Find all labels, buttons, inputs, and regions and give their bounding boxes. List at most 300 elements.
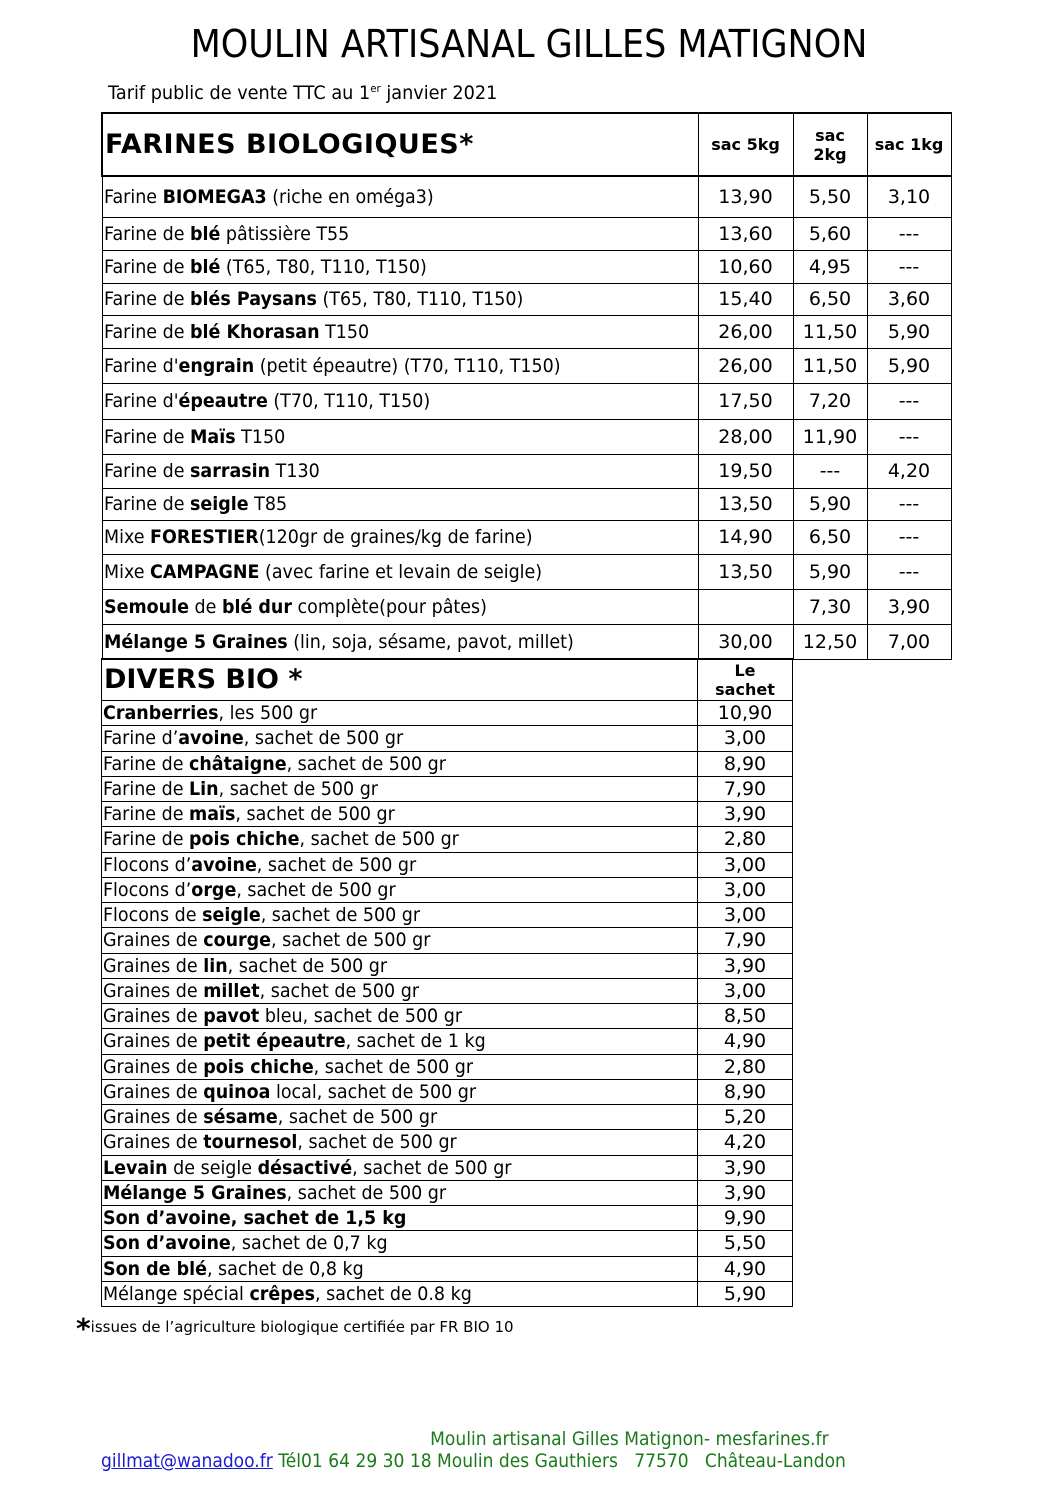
product-name-text: Graines de <box>103 1030 204 1053</box>
misc-row <box>102 928 793 953</box>
product-name <box>103 727 403 749</box>
misc-row <box>102 1206 793 1231</box>
product-name-bold: maïs <box>189 803 236 826</box>
price-sachet: 3,90 <box>698 953 793 978</box>
flour-row <box>102 624 951 659</box>
product-name-text: T130 <box>269 460 320 482</box>
product-name-bold: pois chiche <box>189 828 300 851</box>
flour-name-cell <box>102 419 698 454</box>
flour-name-cell <box>102 624 698 659</box>
price-sachet: 3,00 <box>698 852 793 877</box>
product-name <box>103 980 419 1002</box>
product-name <box>103 1232 388 1254</box>
product-name-text: (avec farine et levain de seigle) <box>258 560 542 583</box>
product-name-bold: petit épeautre <box>203 1030 346 1053</box>
column-header-sachet <box>698 659 793 701</box>
product-name-text: Graines de <box>103 954 204 977</box>
product-name-text: , sachet de 500 gr <box>277 1106 438 1129</box>
price-sachet: 3,00 <box>698 877 793 902</box>
product-name <box>103 1005 462 1027</box>
product-name-bold: Mélange 5 Graines <box>103 630 288 653</box>
misc-row <box>102 751 793 776</box>
column-header-2kg-text: sac 2kg <box>813 125 847 164</box>
misc-name-cell <box>102 1155 698 1180</box>
price-5kg: 13,90 <box>698 176 793 217</box>
product-name-text: , sachet de 500 gr <box>227 954 388 977</box>
product-name <box>104 526 533 548</box>
misc-name-cell <box>102 1105 698 1130</box>
price-sachet: 9,90 <box>698 1206 793 1231</box>
product-name-bold: seigle <box>189 493 249 515</box>
price-sachet: 3,90 <box>698 802 793 827</box>
product-name-bold: CAMPAGNE <box>149 560 259 583</box>
price-2kg: 7,20 <box>793 383 867 419</box>
product-name-bold: crêpes <box>249 1282 316 1305</box>
product-name-text: T150 <box>235 425 285 448</box>
price-sachet: 4,90 <box>698 1256 793 1281</box>
product-name-text: pâtissière T55 <box>219 222 349 245</box>
footnote <box>76 1312 514 1345</box>
product-name-text: Graines de <box>103 1106 204 1129</box>
price-1kg: 7,00 <box>867 624 951 659</box>
flour-row <box>102 554 951 589</box>
product-name-bold: pois chiche <box>203 1055 314 1078</box>
product-name-bold: engrain <box>178 354 254 377</box>
product-name <box>103 1081 476 1103</box>
product-name-text: , sachet de 500 gr <box>297 1131 457 1154</box>
product-name-text: , sachet de 500 gr <box>260 904 421 927</box>
price-1kg: 3,10 <box>867 176 951 217</box>
product-name-text: , sachet de 0,7 kg <box>230 1232 388 1255</box>
footnote-text: issues de l’agriculture biologique certifiée par FR BIO 10 <box>90 1318 514 1336</box>
product-name-bold: Son d’avoine <box>103 1232 231 1255</box>
price-sachet: 10,90 <box>698 701 793 726</box>
price-1kg: --- <box>867 520 951 554</box>
product-name-text: bleu, sachet de 500 gr <box>259 1005 463 1028</box>
product-name-bold: Levain <box>103 1156 168 1179</box>
product-name-text: T150 <box>319 320 369 343</box>
price-2kg: 5,90 <box>793 488 867 520</box>
tariff-date-suffix: janvier 2021 <box>380 82 498 104</box>
product-name-bold: épeautre <box>178 390 268 412</box>
price-2kg: 7,30 <box>793 589 867 624</box>
product-name-text: T85 <box>248 493 287 515</box>
product-name <box>103 904 420 926</box>
product-name-text: , sachet de 500 gr <box>218 777 378 800</box>
product-name <box>103 1258 364 1280</box>
price-5kg: 13,60 <box>698 217 793 250</box>
misc-row <box>102 1180 793 1205</box>
price-1kg: 3,90 <box>867 589 951 624</box>
organic-flours-table <box>101 112 952 660</box>
product-name-bold: désactivé <box>257 1156 353 1179</box>
product-name <box>104 390 430 412</box>
price-sachet: 8,90 <box>698 751 793 776</box>
product-name <box>104 288 523 310</box>
product-name-bold: quinoa <box>203 1080 271 1103</box>
price-5kg: 13,50 <box>698 488 793 520</box>
misc-row <box>102 701 793 726</box>
column-header-sachet-text: Le sachet <box>715 660 775 699</box>
price-sachet: 7,90 <box>698 776 793 801</box>
column-header-1kg: sac 1kg <box>867 113 951 176</box>
product-name-text: Mixe <box>103 526 150 548</box>
product-name-text: Flocons d’ <box>103 853 192 876</box>
misc-name-cell <box>102 903 698 928</box>
misc-name-cell <box>102 928 698 953</box>
product-name-text: , sachet de 500 gr <box>286 752 446 775</box>
price-2kg: --- <box>793 454 867 488</box>
product-name-bold: Son d’avoine, sachet de 1,5 kg <box>103 1207 407 1230</box>
product-name-text: Farine de <box>103 222 190 245</box>
product-name-text: Mélange spécial <box>103 1282 250 1305</box>
product-name <box>103 753 446 775</box>
product-name <box>103 778 378 800</box>
price-sachet: 4,20 <box>698 1130 793 1155</box>
product-name-text: (T65, T80, T110, T150) <box>219 255 427 278</box>
organic-flours-section-title: FARINES BIOLOGIQUES* <box>102 113 698 176</box>
flour-name-cell <box>102 454 698 488</box>
misc-row <box>102 978 793 1003</box>
misc-name-cell <box>102 1079 698 1104</box>
product-name-text: , sachet de 500 gr <box>313 1055 474 1078</box>
footnote-star: * <box>76 1312 91 1345</box>
product-name-text: local, sachet de 500 gr <box>270 1080 477 1103</box>
flour-name-cell <box>102 217 698 250</box>
product-name-bold: avoine <box>191 853 257 876</box>
product-name-text: Farine de <box>103 288 190 310</box>
product-name-bold: Lin <box>189 777 219 800</box>
price-5kg: 15,40 <box>698 283 793 315</box>
product-name-text: , sachet de 500 gr <box>299 828 459 851</box>
product-name-bold: blés Paysans <box>189 288 317 310</box>
misc-row <box>102 1079 793 1104</box>
product-name <box>103 1283 472 1305</box>
flour-name-cell <box>102 348 698 383</box>
product-name-text: Farine de <box>103 425 190 448</box>
product-name-text: , sachet de 0,8 kg <box>206 1257 364 1280</box>
product-name-text: , sachet de 500 gr <box>235 803 395 826</box>
price-1kg: --- <box>867 217 951 250</box>
flour-row <box>102 217 951 250</box>
flour-row <box>102 315 951 348</box>
product-name-text: , sachet de 500 gr <box>243 727 404 750</box>
misc-name-cell <box>102 751 698 776</box>
product-name <box>104 460 320 482</box>
misc-name-cell <box>102 1180 698 1205</box>
product-name-text: , sachet de 500 gr <box>236 878 396 901</box>
price-5kg: 26,00 <box>698 315 793 348</box>
price-5kg: 30,00 <box>698 624 793 659</box>
misc-name-cell <box>102 877 698 902</box>
product-name-text: (120gr de graines/kg de farine) <box>258 526 533 548</box>
product-name <box>103 828 459 850</box>
price-1kg: --- <box>867 383 951 419</box>
price-2kg: 11,50 <box>793 315 867 348</box>
organic-flours-header-row <box>102 113 951 176</box>
product-name <box>103 702 317 724</box>
product-name-bold: avoine <box>178 727 244 750</box>
price-sachet: 3,90 <box>698 1180 793 1205</box>
misc-row <box>102 1029 793 1054</box>
product-name-text: Flocons d’ <box>103 878 192 901</box>
product-name-bold: millet <box>203 979 260 1002</box>
flour-name-cell <box>102 488 698 520</box>
product-name-bold: Semoule <box>103 595 189 618</box>
price-sachet: 4,90 <box>698 1029 793 1054</box>
price-1kg: 4,20 <box>867 454 951 488</box>
product-name-bold: blé <box>189 222 220 245</box>
misc-row <box>102 776 793 801</box>
tariff-date-sup: er <box>370 82 381 95</box>
product-name-text: Farine de <box>103 777 190 800</box>
email-link[interactable]: gillmat@wanadoo.fr <box>101 1450 273 1472</box>
product-name-bold: seigle <box>202 904 261 927</box>
misc-name-cell <box>102 1206 698 1231</box>
product-name <box>103 955 387 977</box>
price-sachet: 7,90 <box>698 928 793 953</box>
product-name-text: (riche en oméga3) <box>266 185 434 208</box>
misc-name-cell <box>102 1029 698 1054</box>
page-title: MOULIN ARTISANAL GILLES MATIGNON <box>190 22 868 66</box>
product-name-text: Farine de <box>103 493 190 515</box>
footer-company-text: Moulin artisanal Gilles Matignon- mesfarines.fr <box>429 1428 829 1450</box>
flour-row <box>102 488 951 520</box>
flour-row <box>102 383 951 419</box>
product-name <box>104 493 287 515</box>
product-name <box>104 321 369 343</box>
product-name-text: Farine <box>103 185 163 208</box>
flour-name-cell <box>102 283 698 315</box>
tariff-date-prefix: Tarif public de vente TTC au 1 <box>108 82 371 104</box>
product-name-text: Farine d' <box>103 354 179 377</box>
product-name-text: , sachet de 500 gr <box>286 1181 447 1204</box>
product-name-text: Graines de <box>103 1080 204 1103</box>
price-2kg: 5,60 <box>793 217 867 250</box>
misc-row <box>102 1054 793 1079</box>
misc-name-cell <box>102 1281 698 1306</box>
misc-name-cell <box>102 776 698 801</box>
product-name <box>103 803 395 825</box>
product-name <box>104 256 427 278</box>
price-2kg: 5,50 <box>793 176 867 217</box>
misc-row <box>102 827 793 852</box>
product-name-text: complète(pour pâtes) <box>291 595 487 618</box>
product-name-text: (petit épeautre) (T70, T110, T150) <box>253 354 561 377</box>
price-5kg: 13,50 <box>698 554 793 589</box>
product-name <box>103 1207 406 1229</box>
footer-contact-text: Tél01 64 29 30 18 Moulin des Gauthiers 77570 Château-Landon <box>272 1450 846 1472</box>
product-name-text: , les 500 gr <box>218 702 318 725</box>
misc-name-cell <box>102 1004 698 1029</box>
price-5kg: 10,60 <box>698 250 793 283</box>
product-name <box>104 596 487 618</box>
price-2kg: 11,50 <box>793 348 867 383</box>
product-name-text: Farine de <box>103 828 190 851</box>
misc-row <box>102 1281 793 1306</box>
product-name-text: Graines de <box>103 979 204 1002</box>
misc-row <box>102 1105 793 1130</box>
product-name-bold: blé <box>189 255 220 278</box>
product-name-text: Farine d' <box>103 390 179 412</box>
product-name-bold: blé dur <box>221 595 292 618</box>
price-2kg: 11,90 <box>793 419 867 454</box>
flour-row <box>102 348 951 383</box>
product-name <box>103 1030 486 1052</box>
misc-organic-header-row <box>102 659 793 701</box>
product-name-bold: sarrasin <box>189 460 270 482</box>
price-1kg: --- <box>867 488 951 520</box>
product-name <box>103 1131 457 1153</box>
product-name-bold: sésame <box>203 1106 278 1129</box>
price-sachet: 5,50 <box>698 1231 793 1256</box>
flour-name-cell <box>102 315 698 348</box>
price-5kg: 28,00 <box>698 419 793 454</box>
price-1kg: --- <box>867 554 951 589</box>
flour-name-cell <box>102 554 698 589</box>
product-name-text: Graines de <box>103 929 204 952</box>
product-name-bold: châtaigne <box>189 752 287 775</box>
misc-name-cell <box>102 1256 698 1281</box>
product-name <box>103 854 416 876</box>
misc-name-cell <box>102 1231 698 1256</box>
flour-name-cell <box>102 176 698 217</box>
product-name-text: , sachet de 500 gr <box>256 853 417 876</box>
misc-row <box>102 1130 793 1155</box>
misc-row <box>102 877 793 902</box>
flour-row <box>102 176 951 217</box>
price-1kg: 5,90 <box>867 348 951 383</box>
product-name-bold: Cranberries <box>103 702 219 725</box>
flour-row <box>102 283 951 315</box>
flour-row <box>102 454 951 488</box>
misc-name-cell <box>102 802 698 827</box>
product-name-text: Farine de <box>103 320 190 343</box>
product-name-text: , sachet de 500 gr <box>271 929 431 952</box>
product-name-bold: Maïs <box>189 425 236 448</box>
product-name-text: Farine de <box>103 752 190 775</box>
product-name-text: , sachet de 1 kg <box>345 1030 486 1053</box>
price-sachet: 8,90 <box>698 1079 793 1104</box>
tariff-date <box>108 82 497 104</box>
price-1kg: --- <box>867 419 951 454</box>
product-name <box>103 1106 437 1128</box>
price-sachet: 2,80 <box>698 827 793 852</box>
misc-row <box>102 1231 793 1256</box>
flour-row <box>102 250 951 283</box>
flour-name-cell <box>102 589 698 624</box>
product-name-text: (T70, T110, T150) <box>267 390 430 412</box>
misc-row <box>102 726 793 751</box>
product-name-bold: Son de blé <box>103 1257 207 1280</box>
misc-row <box>102 903 793 928</box>
price-5kg: 26,00 <box>698 348 793 383</box>
product-name-bold: blé Khorasan <box>189 320 320 343</box>
product-name-text: de seigle <box>167 1156 258 1179</box>
price-5kg: 14,90 <box>698 520 793 554</box>
product-name-bold: tournesol <box>203 1131 298 1154</box>
flour-row <box>102 520 951 554</box>
price-sachet: 8,50 <box>698 1004 793 1029</box>
product-name <box>103 879 396 901</box>
misc-name-cell <box>102 827 698 852</box>
price-1kg: --- <box>867 250 951 283</box>
product-name-text: de <box>188 595 222 618</box>
flour-row <box>102 419 951 454</box>
product-name-text: Farine de <box>103 803 190 826</box>
product-name-text: Farine de <box>103 460 190 482</box>
product-name-text: Flocons de <box>103 904 203 927</box>
footer-company-line <box>0 1428 1058 1450</box>
product-name-text: Mixe <box>103 560 150 583</box>
misc-row <box>102 953 793 978</box>
flour-name-cell <box>102 520 698 554</box>
product-name-text: Farine de <box>103 255 190 278</box>
misc-name-cell <box>102 1130 698 1155</box>
product-name-text: (lin, soja, sésame, pavot, millet) <box>287 630 574 653</box>
misc-organic-section-title: DIVERS BIO * <box>102 659 698 701</box>
misc-row <box>102 852 793 877</box>
product-name-text: , sachet de 0.8 kg <box>315 1282 472 1305</box>
product-name-bold: lin <box>203 954 228 977</box>
column-header-2kg <box>793 113 867 176</box>
price-sachet: 5,20 <box>698 1105 793 1130</box>
product-name <box>104 631 574 653</box>
product-name-text: (T65, T80, T110, T150) <box>316 288 523 310</box>
price-sachet: 5,90 <box>698 1281 793 1306</box>
flour-name-cell <box>102 250 698 283</box>
price-sachet: 3,00 <box>698 978 793 1003</box>
flour-name-cell <box>102 383 698 419</box>
misc-name-cell <box>102 701 698 726</box>
product-name-text: Farine d’ <box>103 727 179 750</box>
misc-organic-table <box>101 658 793 1307</box>
misc-name-cell <box>102 726 698 751</box>
misc-name-cell <box>102 1054 698 1079</box>
price-2kg: 6,50 <box>793 520 867 554</box>
price-sachet: 3,90 <box>698 1155 793 1180</box>
price-2kg: 12,50 <box>793 624 867 659</box>
product-name-bold: courge <box>203 929 272 952</box>
product-name <box>103 1157 512 1179</box>
product-name <box>103 1056 473 1078</box>
product-name-bold: orge <box>191 878 237 901</box>
price-5kg: 19,50 <box>698 454 793 488</box>
price-2kg: 4,95 <box>793 250 867 283</box>
product-name <box>103 1182 446 1204</box>
misc-name-cell <box>102 978 698 1003</box>
price-5kg <box>698 589 793 624</box>
product-name-bold: pavot <box>203 1005 260 1028</box>
product-name <box>104 355 561 377</box>
price-5kg: 17,50 <box>698 383 793 419</box>
price-sachet: 3,00 <box>698 726 793 751</box>
product-name-bold: Mélange 5 Graines <box>103 1181 287 1204</box>
misc-row <box>102 1256 793 1281</box>
product-name <box>104 426 285 448</box>
misc-row <box>102 802 793 827</box>
price-2kg: 6,50 <box>793 283 867 315</box>
product-name-text: Graines de <box>103 1055 204 1078</box>
price-1kg: 3,60 <box>867 283 951 315</box>
price-sachet: 2,80 <box>698 1054 793 1079</box>
product-name-text: Graines de <box>103 1131 204 1154</box>
price-sachet: 3,00 <box>698 903 793 928</box>
product-name-bold: FORESTIER <box>149 526 259 548</box>
flour-row <box>102 589 951 624</box>
product-name <box>104 186 434 208</box>
product-name <box>104 223 349 245</box>
